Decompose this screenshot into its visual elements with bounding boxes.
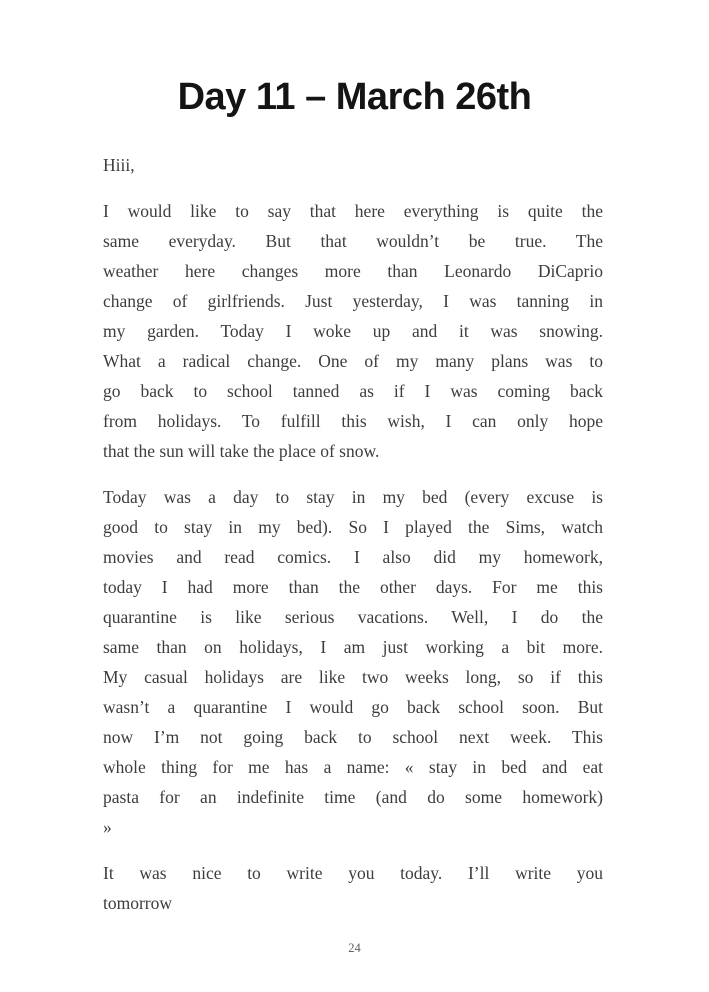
text-line: good to stay in my bed). So I played the Sims, watch (103, 516, 603, 537)
text-line: now I’m not going back to school next week. This (103, 726, 603, 747)
text-line: whole thing for me has a name: « stay in bed and eat (103, 756, 603, 777)
text-line: quarantine is like serious vacations. Well, I do the (103, 606, 603, 627)
text-line: What a radical change. One of my many plans was to (103, 350, 603, 371)
paragraph (103, 150, 603, 180)
text-line: change of girlfriends. Just yesterday, I was tanning in (103, 290, 603, 311)
text-line: pasta for an indefinite time (and do some homework) (103, 786, 603, 807)
text-line: today I had more than the other days. For me this (103, 576, 603, 597)
text-line: from holidays. To fulfill this wish, I can only hope (103, 410, 603, 431)
paragraph (103, 482, 603, 842)
text-line: weather here changes more than Leonardo DiCaprio (103, 260, 603, 281)
paragraph (103, 196, 603, 466)
text-line: same everyday. But that wouldn’t be true. The (103, 230, 603, 251)
text-line: tomorrow (103, 892, 173, 913)
page-number: 24 (348, 941, 361, 955)
paragraph (103, 858, 603, 918)
text-line: movies and read comics. I also did my homework, (103, 546, 603, 567)
text-line: » (103, 816, 112, 837)
text-line: wasn’t a quarantine I would go back school soon. But (103, 696, 603, 717)
text-line: Hiii, (103, 154, 135, 175)
text-line: My casual holidays are like two weeks long, so if this (103, 666, 603, 687)
text-line: my garden. Today I woke up and it was snowing. (103, 320, 603, 341)
text-line: It was nice to write you today. I’ll write you (103, 862, 603, 883)
text-line: go back to school tanned as if I was coming back (103, 380, 603, 401)
page-title: Day 11 – March 26th (177, 76, 532, 118)
text-line: same than on holidays, I am just working a bit more. (103, 636, 603, 657)
text-line: I would like to say that here everything is quite the (103, 200, 603, 221)
text-line: that the sun will take the place of snow. (103, 440, 380, 461)
text-line: Today was a day to stay in my bed (every excuse is (103, 486, 603, 507)
document-body (103, 150, 603, 918)
